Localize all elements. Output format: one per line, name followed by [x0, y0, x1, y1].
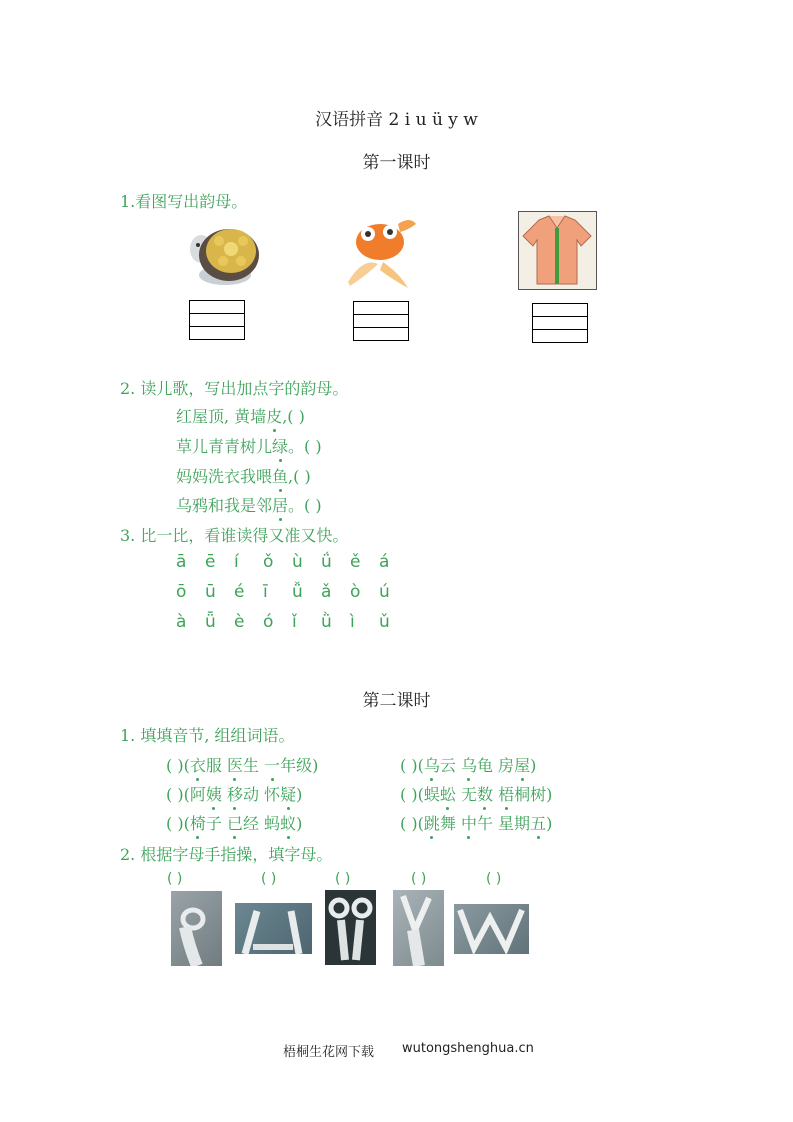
shirt-picture	[518, 211, 597, 290]
footer-site-url[interactable]: wutongshenghua.cn	[402, 1041, 534, 1056]
goldfish-picture	[338, 212, 418, 288]
pinyin-row: ō ū é ī ǚ ǎ ò ú	[176, 582, 390, 602]
hand-gesture-photo	[393, 890, 444, 966]
answer-blank[interactable]: ( )	[486, 871, 502, 887]
pinyin-row: ā ē í ǒ ù ǘ ě á	[176, 552, 390, 572]
answer-box-goldfish[interactable]	[353, 301, 409, 341]
word-group-item: ( )(衣服 医生 一年级)	[166, 753, 318, 776]
answer-blank[interactable]: ( )	[411, 871, 427, 887]
pinyin-row: à ǖ è ó ǐ ǜ ì ǔ	[176, 612, 390, 632]
answer-box-shirt[interactable]	[532, 303, 588, 343]
rhyme-line: 草儿青青树儿绿。( )	[176, 434, 322, 457]
word-group-item: ( )(蜈蚣 无数 梧桐树)	[400, 782, 552, 805]
lesson-one-heading: 第一课时	[362, 153, 431, 173]
answer-box-turtle[interactable]	[189, 300, 245, 340]
page-title: 汉语拼音 2 i u ü y w	[315, 110, 478, 130]
rhyme-line: 乌鸦和我是邻居。( )	[176, 493, 322, 516]
question-3-compare: 3. 比一比，看谁读得又准又快。	[120, 526, 349, 545]
word-group-item: ( )(乌云 乌龟 房屋)	[400, 753, 536, 776]
hand-gesture-photo	[171, 891, 222, 966]
hand-gesture-photo	[454, 904, 529, 954]
word-group-item: ( )(椅子 已经 蚂蚁)	[166, 811, 302, 834]
answer-blank[interactable]: ( )	[261, 871, 277, 887]
word-group-item: ( )(跳舞 中午 星期五)	[400, 811, 552, 834]
answer-blank[interactable]: ( )	[167, 871, 183, 887]
hand-gesture-photo	[325, 890, 376, 965]
footer-site-name: 梧桐生花网下载	[283, 1045, 375, 1060]
rhyme-line: 红屋顶, 黄墙皮,( )	[176, 404, 305, 427]
turtle-picture	[183, 213, 263, 289]
question-2-rhyme: 2. 读儿歌，写出加点字的韵母。	[120, 379, 349, 398]
answer-blank[interactable]: ( )	[335, 871, 351, 887]
rhyme-line: 妈妈洗衣我喂鱼,( )	[176, 464, 311, 487]
hand-gesture-photo	[235, 903, 312, 954]
question-2-finger-letters: 2. 根据字母手指操，填字母。	[120, 845, 333, 864]
word-group-item: ( )(阿姨 移动 怀疑)	[166, 782, 302, 805]
question-1-fill-syllables: 1. 填填音节, 组组词语。	[120, 726, 295, 745]
question-1-look-and-write: 1.看图写出韵母。	[120, 192, 248, 211]
lesson-two-heading: 第二课时	[362, 691, 431, 711]
